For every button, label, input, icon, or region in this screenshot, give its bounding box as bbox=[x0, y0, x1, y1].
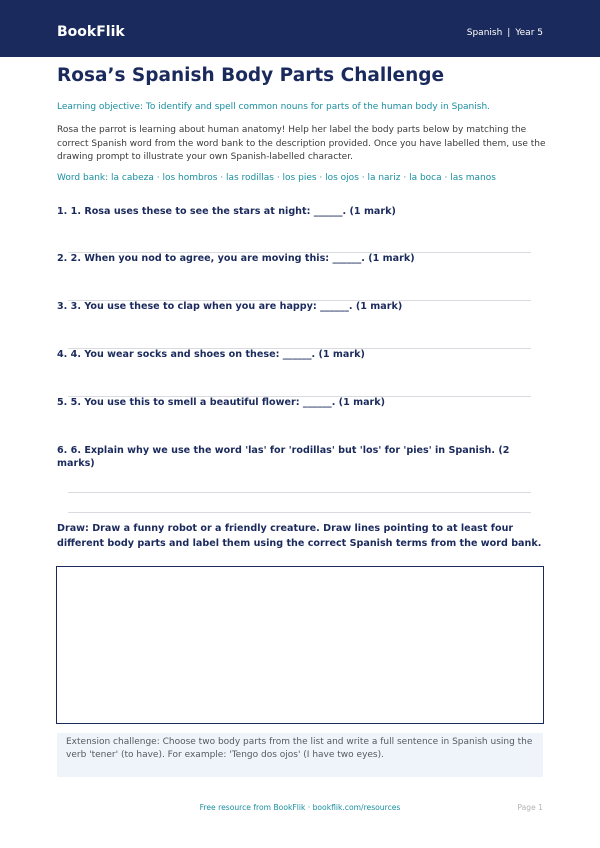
draw-prompt: Draw: Draw a funny robot or a friendly creature. Draw lines pointing to at least four different body parts and label them using the correct Spanish terms from the word bank. bbox=[57, 523, 542, 549]
subject-label: Spanish bbox=[466, 28, 503, 38]
learning-objective: Learning objective: To identify and spell common nouns for parts of the human body in Spanish. bbox=[57, 102, 491, 112]
brand-name: BookFlik bbox=[57, 24, 125, 40]
question-6: 6. 6. Explain why we use the word 'las' for 'rodillas' but 'los' for 'pies' in Spanish. (2 marks) bbox=[57, 445, 510, 469]
separator: | bbox=[507, 28, 511, 38]
intro-paragraph: Rosa the parrot is learning about human anatomy! Help her label the body parts below by matching the correct Spanish word from the word bank to the description provided. Once you have labelled them, use the drawing prompt to illustrate your own Spanish-labelled character. bbox=[57, 125, 546, 163]
question-3: 3. 3. You use these to clap when you are happy: ______. (1 mark) bbox=[57, 301, 403, 312]
year-label: Year 5 bbox=[515, 28, 543, 38]
extension-box bbox=[57, 733, 543, 777]
question-4: 4. 4. You wear socks and shoes on these: ______. (1 mark) bbox=[57, 349, 365, 360]
extension-challenge: Extension challenge: Choose two body parts from the list and write a full sentence in Spanish using the verb 'tener' (to have). For example: 'Tengo dos ojos' (I have two eyes). bbox=[66, 737, 533, 761]
worksheet-title: Rosa’s Spanish Body Parts Challenge bbox=[57, 65, 445, 86]
question-1: 1. 1. Rosa uses these to see the stars at night: ______. (1 mark) bbox=[57, 206, 396, 217]
answer-line bbox=[68, 492, 531, 493]
answer-line bbox=[68, 512, 531, 513]
subject-year bbox=[467, 26, 543, 40]
footer-resource-link[interactable]: Free resource from BookFlik · bookflik.com/resources bbox=[199, 803, 401, 812]
drawing-area[interactable] bbox=[56, 566, 544, 724]
page-header bbox=[0, 0, 600, 57]
page-number: Page 1 bbox=[517, 803, 543, 812]
word-bank: Word bank: la cabeza · los hombros · las rodillas · los pies · los ojos · la nariz · la boca · las manos bbox=[57, 173, 496, 183]
question-5: 5. 5. You use this to smell a beautiful flower: ______. (1 mark) bbox=[57, 397, 386, 408]
question-2: 2. 2. When you nod to agree, you are moving this: ______. (1 mark) bbox=[57, 253, 415, 264]
